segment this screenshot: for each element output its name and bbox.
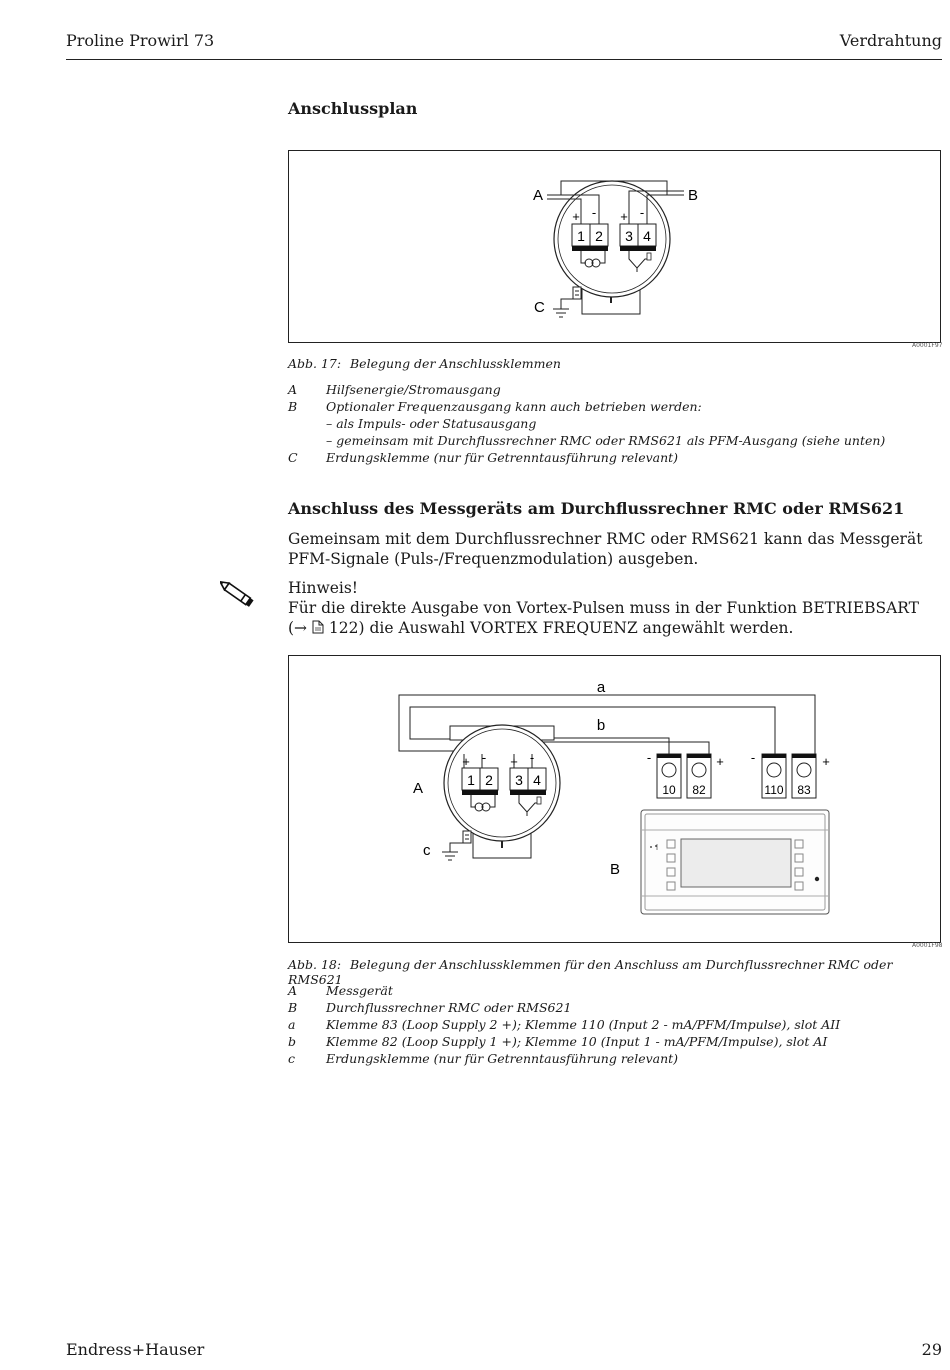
section-title-anschlussplan: Anschlussplan bbox=[288, 99, 418, 118]
legend-key: a bbox=[288, 1017, 296, 1032]
legend-key: A bbox=[288, 983, 298, 998]
rmc-sign-110: - bbox=[750, 750, 756, 765]
sign-plus-1: + bbox=[572, 209, 580, 224]
note-text-before: Für die direkte Ausgabe von Vortex-Pulsen muss in der Funktion BETRIEBSART (→ bbox=[288, 599, 920, 637]
label-C: C bbox=[534, 299, 545, 316]
legend-text: Optionaler Frequenzausgang kann auch betrieben werden: bbox=[326, 399, 702, 414]
legend-text: Erdungsklemme (nur für Getrenntausführung relevant) bbox=[326, 1051, 679, 1066]
sign-minus-4: - bbox=[639, 205, 645, 220]
sign-plus-1: + bbox=[462, 754, 470, 769]
legend-item bbox=[288, 415, 885, 432]
legend-text: Hilfsenergie/Stromausgang bbox=[326, 382, 501, 397]
figure-18-caption-text: Belegung der Anschlussklemmen für den Anschluss am Durchflussrechner RMC oder RMS621 bbox=[288, 957, 893, 987]
legend-key bbox=[288, 415, 326, 432]
rmc-sign-10: - bbox=[646, 750, 652, 765]
legend-key: c bbox=[288, 1051, 296, 1066]
pencil-icon bbox=[220, 578, 258, 612]
legend-key bbox=[288, 432, 326, 449]
footer-brand: Endress+Hauser bbox=[66, 1340, 205, 1359]
label-b: b bbox=[596, 717, 606, 734]
sign-plus-3: + bbox=[510, 754, 518, 769]
figure-17-caption bbox=[288, 356, 561, 371]
legend-item bbox=[288, 1050, 840, 1067]
terminal-1: 1 bbox=[577, 228, 585, 244]
figure-18-id: A0001F98 bbox=[912, 942, 943, 949]
legend-item bbox=[288, 1016, 840, 1033]
terminal-3: 3 bbox=[515, 772, 523, 788]
terminal-2: 2 bbox=[485, 772, 493, 788]
legend-item bbox=[288, 982, 840, 999]
sign-minus-2: - bbox=[591, 205, 597, 220]
note-page-number[interactable]: 122 bbox=[328, 619, 359, 637]
figure-17-caption-number: Abb. 17: bbox=[288, 356, 342, 371]
legend-text: Messgerät bbox=[326, 983, 393, 998]
figure-18 bbox=[288, 655, 941, 943]
terminal-4: 4 bbox=[643, 228, 651, 244]
section-2-paragraph: Gemeinsam mit dem Durchflussrechner RMC oder RMS621 kann das Messgerät PFM-Signale (Puls-/Frequenzmodulation) ausgeben. bbox=[288, 530, 923, 568]
legend-item bbox=[288, 449, 885, 466]
sign-plus-3: + bbox=[620, 209, 628, 224]
header-doc-title: Proline Prowirl 73 bbox=[66, 31, 215, 50]
legend-key: B bbox=[288, 1000, 298, 1015]
header-chapter: Verdrahtung bbox=[839, 31, 942, 50]
figure-17-caption-text: Belegung der Anschlussklemmen bbox=[350, 356, 561, 371]
figure-18-legend bbox=[288, 982, 840, 1067]
legend-key: A bbox=[288, 382, 298, 397]
note-text bbox=[288, 598, 938, 638]
legend-item bbox=[288, 1033, 840, 1050]
legend-item bbox=[288, 999, 840, 1016]
rmc-terminal-label-110: 110 bbox=[764, 783, 784, 797]
note-box bbox=[288, 578, 938, 638]
section-title-anschluss-rmc: Anschluss des Messgeräts am Durchflussrechner RMC oder RMS621 bbox=[288, 499, 905, 518]
legend-text: – als Impuls- oder Statusausgang bbox=[326, 416, 537, 431]
legend-key: B bbox=[288, 399, 298, 414]
figure-17-id: A0001F97 bbox=[912, 342, 943, 349]
note-text-after: ) die Auswahl VORTEX FREQUENZ angewählt werden. bbox=[358, 619, 794, 637]
legend-text: Durchflussrechner RMC oder RMS621 bbox=[326, 1000, 572, 1015]
label-B: B bbox=[610, 861, 621, 878]
wiring-diagram-18 bbox=[289, 656, 940, 942]
legend-item bbox=[288, 381, 885, 398]
rmc-terminal-label-83: 83 bbox=[797, 783, 811, 797]
footer-page-number: 29 bbox=[921, 1340, 942, 1359]
label-a: a bbox=[596, 679, 606, 696]
terminal-3: 3 bbox=[625, 228, 633, 244]
label-A: A bbox=[413, 780, 424, 797]
legend-key: C bbox=[288, 450, 298, 465]
flow-computer-device bbox=[641, 810, 829, 914]
rmc-terminal-label-82: 82 bbox=[692, 783, 706, 797]
legend-text: Klemme 82 (Loop Supply 1 +); Klemme 10 (Input 1 - mA/PFM/Impulse), slot AI bbox=[326, 1034, 828, 1049]
rmc-terminal-label-10: 10 bbox=[662, 783, 676, 797]
label-c: c bbox=[423, 842, 431, 859]
figure-18-caption-number: Abb. 18: bbox=[288, 957, 342, 972]
sign-minus-2: - bbox=[481, 750, 487, 765]
rmc-sign-82: + bbox=[716, 754, 724, 769]
terminal-4: 4 bbox=[533, 772, 541, 788]
terminal-2: 2 bbox=[595, 228, 603, 244]
legend-item bbox=[288, 432, 885, 449]
page-reference-icon bbox=[312, 620, 324, 634]
header-divider bbox=[66, 59, 942, 60]
rmc-sign-83: + bbox=[822, 754, 830, 769]
legend-text: – gemeinsam mit Durchflussrechner RMC oder RMS621 als PFM-Ausgang (siehe unten) bbox=[326, 433, 886, 448]
legend-item bbox=[288, 398, 885, 415]
legend-text: Erdungsklemme (nur für Getrenntausführung relevant) bbox=[326, 450, 679, 465]
sign-minus-4: - bbox=[529, 750, 535, 765]
legend-text: Klemme 83 (Loop Supply 2 +); Klemme 110 (Input 2 - mA/PFM/Impulse), slot AII bbox=[326, 1017, 841, 1032]
note-title: Hinweis! bbox=[288, 579, 359, 597]
label-A: A bbox=[533, 187, 544, 204]
terminal-1: 1 bbox=[467, 772, 475, 788]
wiring-diagram-17 bbox=[289, 151, 940, 342]
label-B: B bbox=[688, 187, 699, 204]
figure-17 bbox=[288, 150, 941, 343]
figure-17-legend bbox=[288, 381, 885, 466]
legend-key: b bbox=[288, 1034, 297, 1049]
